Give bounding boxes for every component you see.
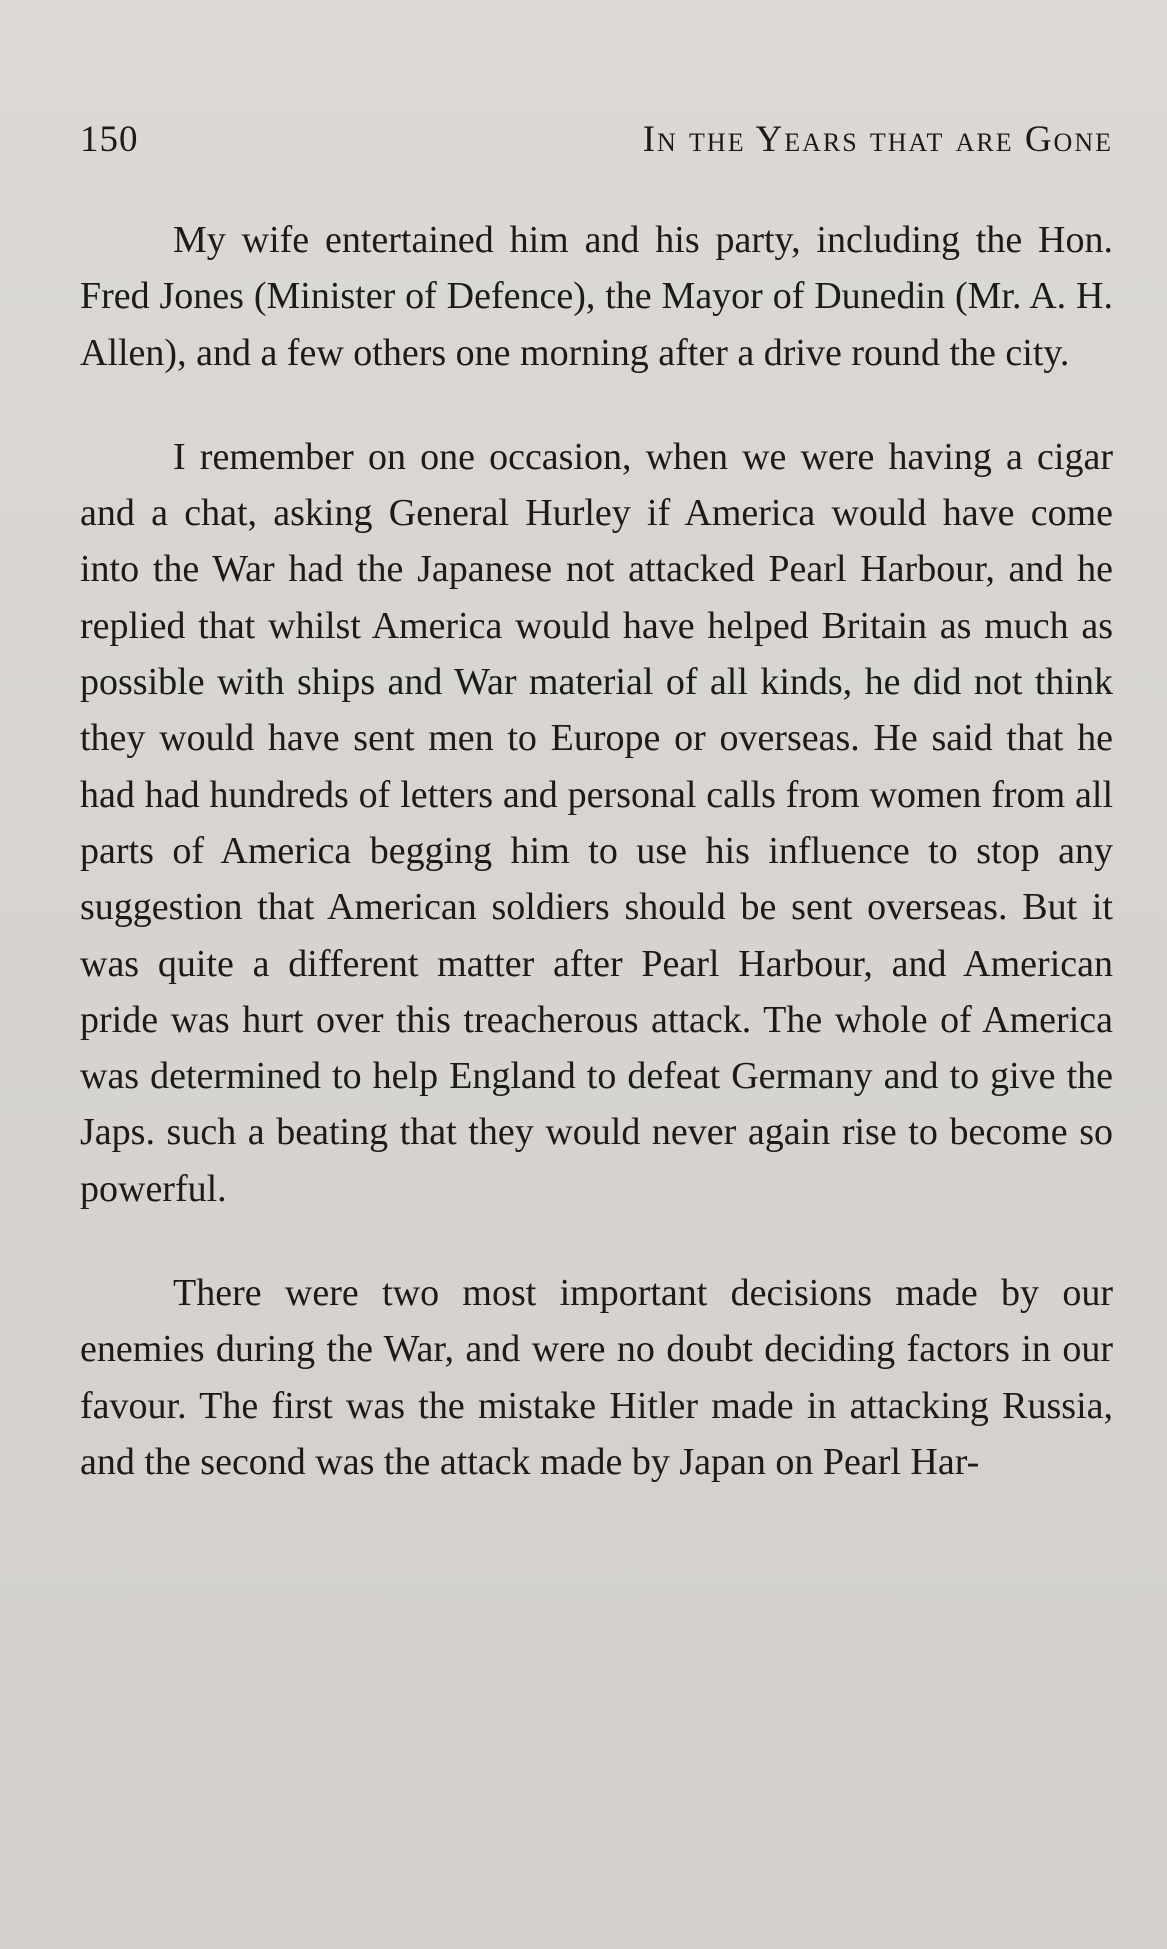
page-number: 150	[80, 119, 139, 160]
paragraph-3: There were two most important decisions made by our enemies during the War, and were no doubt deciding factors in our favour. The first was the mistake Hitler made in attacking Russia, and the second was the attack made by Japan on Pearl Har-	[80, 1272, 1113, 1483]
paragraph-1: My wife entertained him and his party, including the Hon. Fred Jones (Minister of Defence), the Mayor of Dunedin (Mr. A. H. Allen), and a few others one morning after a drive round the city.	[80, 219, 1113, 374]
paragraph-2: I remember on one occasion, when we were having a cigar and a chat, asking General Hurley if America would have come into the War had the Japanese not attacked Pearl Harbour, and he replied that whilst America would have helped Britain as much as possible with ships and War material of all kinds, he did not think they would have sent men to Europe or overseas. He said that he had had hundreds of letters and personal calls from women from all parts of America begging him to use his influence to stop any suggestion that American soldiers should be sent overseas. But it was quite a different matter after Pearl Harbour, and American pride was hurt over this treacherous attack. The whole of America was determined to help England to defeat Germany and to give the Japs. such a beating that they would never again rise to become so powerful.	[80, 435, 1113, 1210]
page-header	[80, 118, 1113, 168]
running-title: In the Years that are Gone	[642, 119, 1113, 160]
body-text	[80, 212, 1113, 1538]
